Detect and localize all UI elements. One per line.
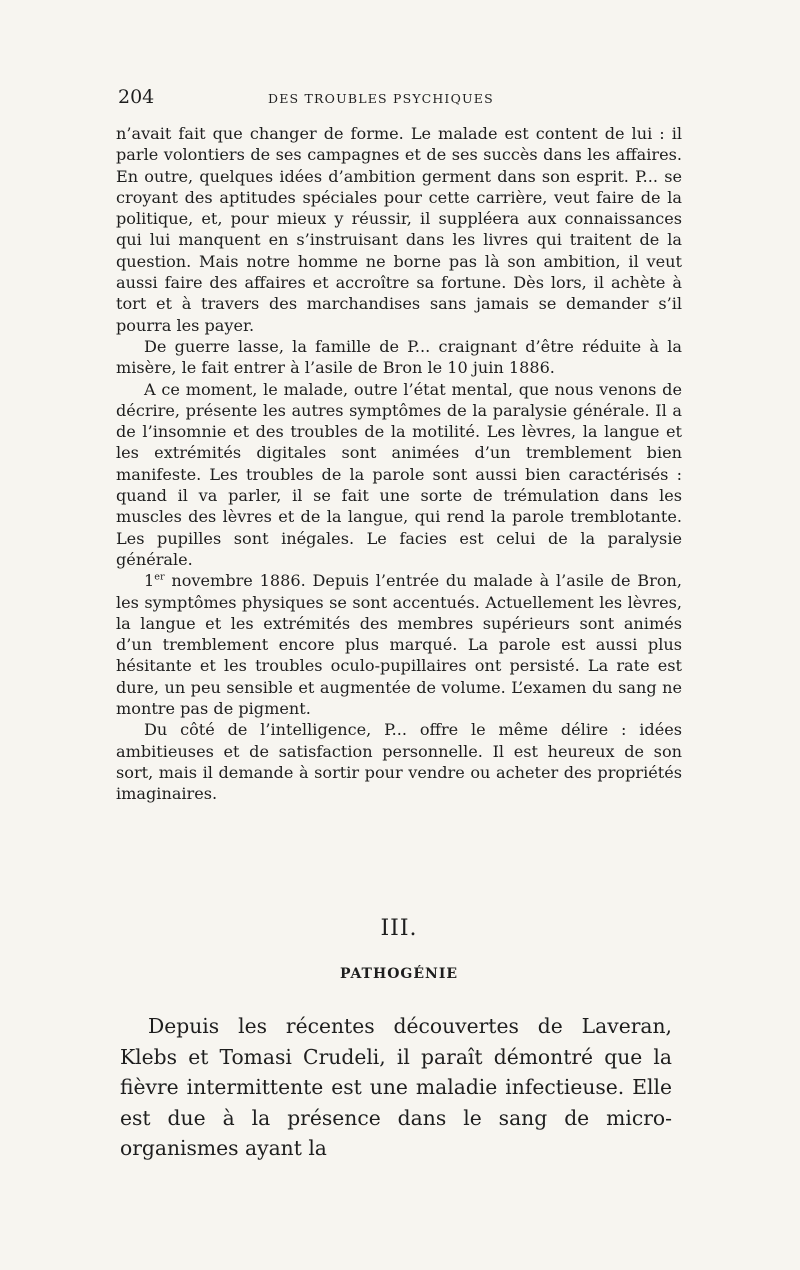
section-paragraph: Depuis les récentes découvertes de Laveran, Klebs et Tomasi Crudeli, il paraît démontré que la fièvre intermittente est une maladie infectieuse. Elle est due à la présence dans le sang de micro-organismes ayant la [120,1014,672,1160]
running-head: DES TROUBLES PSYCHIQUES [268,91,494,106]
page-number: 204 [118,86,155,108]
paragraph-2: De guerre lasse, la famille de P... craignant d’être réduite à la misère, le fait entrer à l’asile de Bron le 10 juin 1886. [116,336,682,378]
body-text [116,123,682,805]
paragraph-3: A ce moment, le malade, outre l’état mental, que nous venons de décrire, présente les autres symptômes de la paralysie générale. Il a de l’insomnie et des troubles de la motilité. Les lèvres, la langue et les extrémités digitales sont animées d’un tremblement bien manifeste. Les troubles de la parole sont aussi bien caractérisés : quand il va parler, il se fait une sorte de trémulation dans les muscles des lèvres et de la langue, qui rend la parole tremblotante. Les pupilles sont inégales. Le facies est celui de la paralysie générale. [116,379,682,569]
paragraph-5: Du côté de l’intelligence, P... offre le même délire : idées ambitieuses et de satisfaction personnelle. Il est heureux de son sort, mais il demande à sortir pour vendre ou acheter des propriétés imaginaires. [116,720,682,804]
date-day: 1 [144,571,155,591]
section-title: PATHOGÉNIE [339,966,459,982]
paragraph-4-text: novembre 1886. Depuis l’entrée du malade à l’asile de Bron, les symptômes physiques se sont accentués. Actuellement les lèvres, la langue et les extrémités des membres supérieurs sont animés d’un tremblement encore plus marqué. La parole est aussi plus hésitante et les troubles oculo-pupillaires ont persisté. La rate est dure, un peu sensible et augmentée de volume. L’examen du sang ne montre pas de pigment. [116,571,682,719]
page-header [118,86,678,110]
section-body [120,1011,672,1164]
paragraph-1: n’avait fait que changer de forme. Le malade est content de lui : il parle volontiers de ses campagnes et de ses succès dans les affaires. En outre, quelques idées d’ambition germent dans son esprit. P... se croyant des aptitudes spéciales pour cette carrière, veut faire de la politique, et, pour mieux y réussir, il suppléera aux connaissances qui lui manquent en s’instruisant dans les livres qui traitent de la question. Mais notre homme ne borne pas là son ambition, il veut aussi faire des affaires et accroître sa fortune. Dès lors, il achète à tort et à travers des marchandises sans jamais se demander s’il pourra les payer. [116,124,682,335]
ordinal-suffix: er [154,571,165,583]
section-number: III. [380,916,418,941]
paragraph-4 [116,570,682,719]
